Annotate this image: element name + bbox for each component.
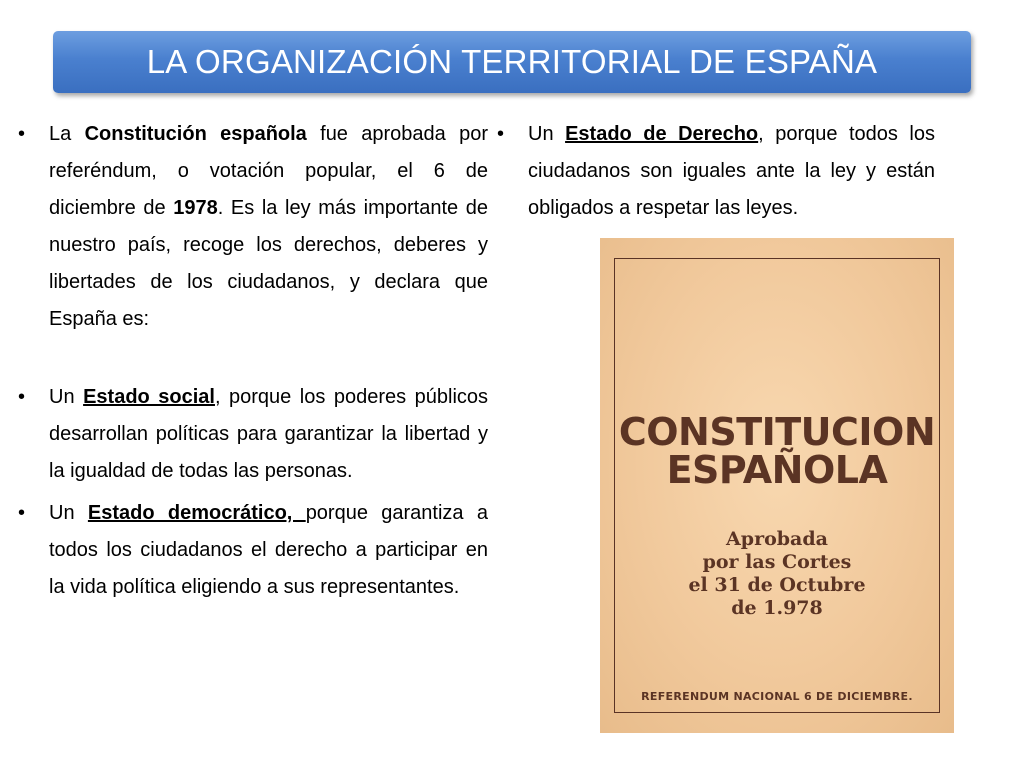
poster-title: CONSTITUCION ESPAÑOLA bbox=[618, 410, 936, 492]
year-1978: 1978 bbox=[173, 197, 218, 219]
bullet-constitucion bbox=[18, 116, 488, 338]
bullet-marker: • bbox=[18, 386, 26, 408]
poster-subtitle: Aprobada por las Cortes el 31 de Octubre de 1.978 bbox=[688, 528, 866, 619]
bullet-estado-democratico bbox=[18, 495, 488, 606]
constitution-poster-image bbox=[600, 238, 954, 733]
estado-democratico-term: Estado democrático, bbox=[87, 502, 306, 524]
title-banner bbox=[53, 31, 971, 93]
estado-derecho-term: Estado de Derecho bbox=[565, 123, 759, 145]
constitucion-term: Constitución española bbox=[84, 123, 307, 145]
slide-title: LA ORGANIZACIÓN TERRITORIAL DE ESPAÑA bbox=[146, 43, 878, 80]
bullet-marker: • bbox=[18, 123, 26, 145]
bullet-estado-derecho bbox=[497, 116, 935, 227]
estado-social-term: Estado social bbox=[83, 386, 215, 408]
bullet-text: La Constitución española fue aprobada por referéndum, o votación popular, el 6 de diciembre de 1978. Es la ley más importante de nuestro país, recoge los derechos, deberes y libertades de los ciudadanos, y declara que España es: bbox=[49, 123, 489, 330]
left-column bbox=[18, 116, 488, 606]
bullet-estado-social bbox=[18, 379, 488, 490]
bullet-text: Un Estado social, porque los poderes públicos desarrollan políticas para garantizar la libertad y la igualdad de todas las personas. bbox=[49, 386, 489, 482]
bullet-marker: • bbox=[497, 123, 505, 145]
bullet-marker: • bbox=[18, 502, 26, 524]
bullet-text: Un Estado democrático, porque garantiza a todos los ciudadanos el derecho a participar en la vida política eligiendo a sus representantes. bbox=[49, 502, 488, 598]
poster-footer: REFERENDUM NACIONAL 6 DE DICIEMBRE. bbox=[641, 690, 913, 703]
right-column bbox=[497, 116, 935, 227]
bullet-text: Un Estado de Derecho, porque todos los ciudadanos son iguales ante la ley y están obligados a respetar las leyes. bbox=[528, 123, 936, 219]
